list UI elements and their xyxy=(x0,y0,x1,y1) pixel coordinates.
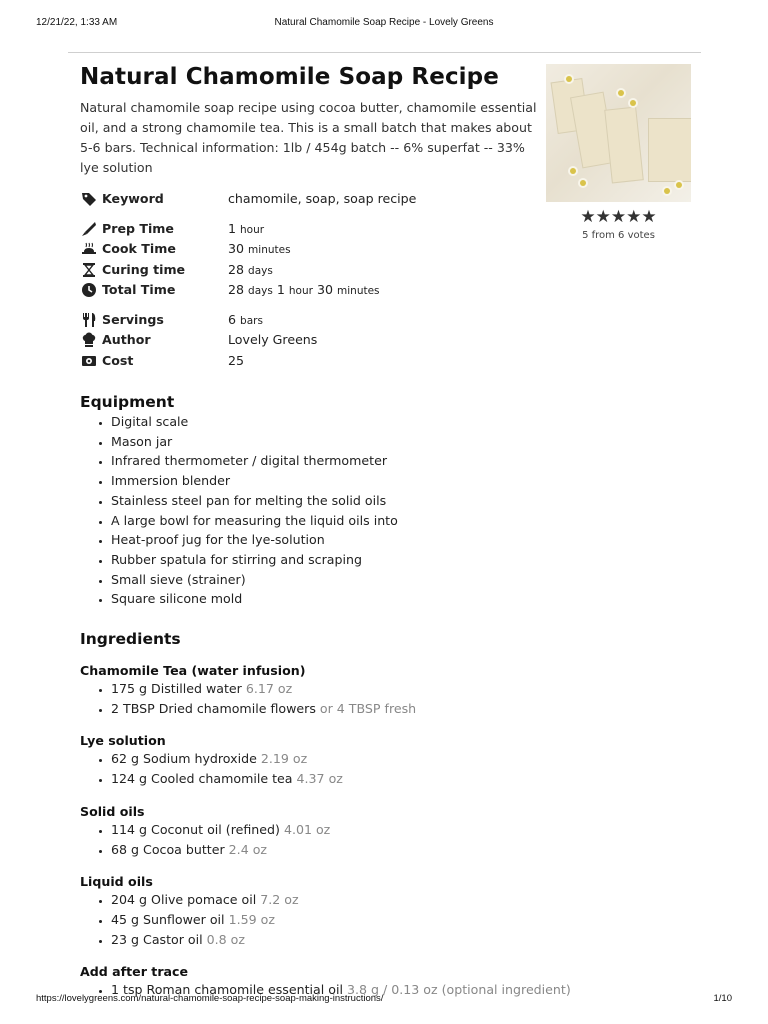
ingredient-item xyxy=(111,679,700,699)
list-item: • Digital scale xyxy=(111,412,700,432)
meta-value xyxy=(228,221,264,236)
list-item: • Stainless steel pan for melting the solid oils xyxy=(111,491,700,511)
ingredient-text: 175 g Distilled water xyxy=(111,681,242,697)
ingredient-text: 204 g Olive pomace oil xyxy=(111,892,257,908)
meta-value: Lovely Greens xyxy=(228,332,318,347)
list-item: • Square silicone mold xyxy=(111,589,700,609)
ingredient-alt: or 4 TBSP fresh xyxy=(319,700,417,716)
ingredient-item xyxy=(111,699,700,719)
rating-stars[interactable]: ★★★★★ xyxy=(580,207,657,227)
meta-curing-time xyxy=(80,261,700,282)
meta-label: Cost xyxy=(102,352,134,368)
total-minutes: 30 xyxy=(316,282,333,297)
print-header xyxy=(36,17,732,31)
servings-unit: bars xyxy=(240,314,263,327)
meta-label: Total Time xyxy=(102,282,176,297)
meta-author xyxy=(80,331,700,352)
meta-value: 25 xyxy=(228,352,245,368)
chef-hat-icon xyxy=(80,332,97,348)
knife-icon xyxy=(80,221,97,237)
ingredient-group-heading: Chamomile Tea (water infusion) xyxy=(80,663,306,679)
ingredient-text: 45 g Sunflower oil xyxy=(111,911,225,927)
equipment-heading: Equipment xyxy=(80,393,175,411)
ingredient-alt: 1.59 oz xyxy=(228,911,275,927)
meta-label: Cook Time xyxy=(102,241,176,256)
recipe-photo xyxy=(546,64,691,202)
ingredient-item xyxy=(111,820,700,840)
ingredient-item xyxy=(111,769,700,789)
money-icon xyxy=(80,353,97,369)
ingredient-alt: 4.01 oz xyxy=(283,821,331,837)
meta-prep-time xyxy=(80,220,700,241)
print-datetime: 12/21/22, 1:33 AM xyxy=(36,17,118,28)
top-divider xyxy=(68,52,701,53)
equipment-section xyxy=(80,393,700,609)
ingredient-group-heading: Add after trace xyxy=(80,964,189,980)
print-footer xyxy=(36,993,732,1007)
ingredient-item xyxy=(111,890,700,910)
meta-label: Keyword xyxy=(102,191,164,206)
meta-value xyxy=(228,312,263,327)
meta-label: Prep Time xyxy=(102,220,174,236)
ingredient-alt: 7.2 oz xyxy=(260,892,299,908)
cook-amount: 30 xyxy=(228,241,245,256)
curing-amount: 28 xyxy=(228,261,245,277)
total-hours: 1 xyxy=(276,282,285,297)
meta-value: chamomile, soap, soap recipe xyxy=(228,191,417,206)
ingredient-text: 1 tsp Roman chamomile essential oil xyxy=(111,982,343,998)
servings-amount: 6 xyxy=(228,311,237,327)
list-item: • Rubber spatula for stirring and scraping xyxy=(111,550,700,570)
meta-label: Curing time xyxy=(102,261,186,277)
total-minutes-unit: minutes xyxy=(337,285,380,297)
meta-cost xyxy=(80,352,700,373)
list-item: • Immersion blender xyxy=(111,471,700,491)
recipe-summary: Natural chamomile soap recipe using cocoa butter, chamomile essential oil, and a strong chamomile tea. This is a small batch that makes about 5-6 bars. Technical information: 1lb / 454g batch -- 6% superfat -- 33% lye solution xyxy=(80,100,537,175)
ingredient-alt: 4.37 oz xyxy=(296,771,343,787)
ingredient-item xyxy=(111,749,700,769)
ingredient-group-heading: Liquid oils xyxy=(80,874,153,890)
ingredient-list xyxy=(80,890,700,949)
list-item: • Heat-proof jug for the lye-solution xyxy=(111,530,700,550)
recipe-card xyxy=(80,62,700,1000)
list-item: • A large bowl for measuring the liquid oils into xyxy=(111,511,700,531)
ingredient-text: 2 TBSP Dried chamomile flowers xyxy=(111,700,316,716)
print-page-title: Natural Chamomile Soap Recipe - Lovely Greens xyxy=(274,17,494,28)
meta-value xyxy=(228,241,291,256)
ingredient-item xyxy=(111,840,700,860)
ingredients-heading: Ingredients xyxy=(80,630,181,649)
prep-unit: hour xyxy=(240,223,265,236)
ingredient-list xyxy=(80,749,700,788)
meta-total-time xyxy=(80,281,700,302)
print-url[interactable]: https://lovelygreens.com/natural-chamomile-soap-recipe-soap-making-instructions/ xyxy=(36,993,384,1004)
ingredient-text: 62 g Sodium hydroxide xyxy=(111,751,257,767)
meta-keyword xyxy=(80,190,700,211)
ingredient-group-heading: Solid oils xyxy=(80,803,145,819)
ingredient-alt: 2.19 oz xyxy=(260,751,308,767)
meta-cook-time xyxy=(80,240,700,261)
list-item: • Small sieve (strainer) xyxy=(111,570,700,590)
meta-label: Author xyxy=(102,332,151,347)
hourglass-icon xyxy=(80,262,97,278)
prep-amount: 1 xyxy=(228,220,237,236)
meta-servings xyxy=(80,311,700,332)
recipe-title: Natural Chamomile Soap Recipe xyxy=(80,64,499,90)
list-item: • Mason jar xyxy=(111,432,700,452)
ingredient-item xyxy=(111,930,700,950)
pan-icon xyxy=(80,241,97,257)
clock-icon xyxy=(80,282,97,298)
ingredient-alt: 2.4 oz xyxy=(228,841,268,857)
total-days-unit: days xyxy=(248,285,273,297)
ingredient-text: 23 g Castor oil xyxy=(111,931,203,947)
tag-icon xyxy=(80,191,97,207)
ingredient-alt: 0.8 oz xyxy=(206,931,245,947)
ingredient-list xyxy=(80,679,700,718)
meta-value xyxy=(228,282,380,297)
cook-unit: minutes xyxy=(248,244,291,256)
ingredient-alt: 6.17 oz xyxy=(245,681,293,697)
ingredient-text: 68 g Cocoa butter xyxy=(111,841,225,857)
ingredients-section xyxy=(80,630,700,1000)
ingredient-item xyxy=(111,910,700,930)
ingredient-text: 124 g Cooled chamomile tea xyxy=(111,771,293,787)
equipment-list xyxy=(80,412,700,609)
meta-value xyxy=(228,262,273,277)
ingredient-text: 114 g Coconut oil (refined) xyxy=(111,821,280,837)
total-days: 28 xyxy=(228,282,245,297)
list-item: • Infrared thermometer / digital thermometer xyxy=(111,451,700,471)
page-number: 1/10 xyxy=(713,993,732,1004)
meta-label: Servings xyxy=(102,311,164,327)
rating-votes: 5 from 6 votes xyxy=(582,230,655,241)
ingredient-list xyxy=(80,820,700,859)
curing-unit: days xyxy=(248,264,273,277)
ingredient-alt: 3.8 g / 0.13 oz (optional ingredient) xyxy=(346,982,571,998)
ingredient-group-heading: Lye solution xyxy=(80,733,166,749)
total-hours-unit: hour xyxy=(288,285,313,297)
utensils-icon xyxy=(80,312,97,328)
